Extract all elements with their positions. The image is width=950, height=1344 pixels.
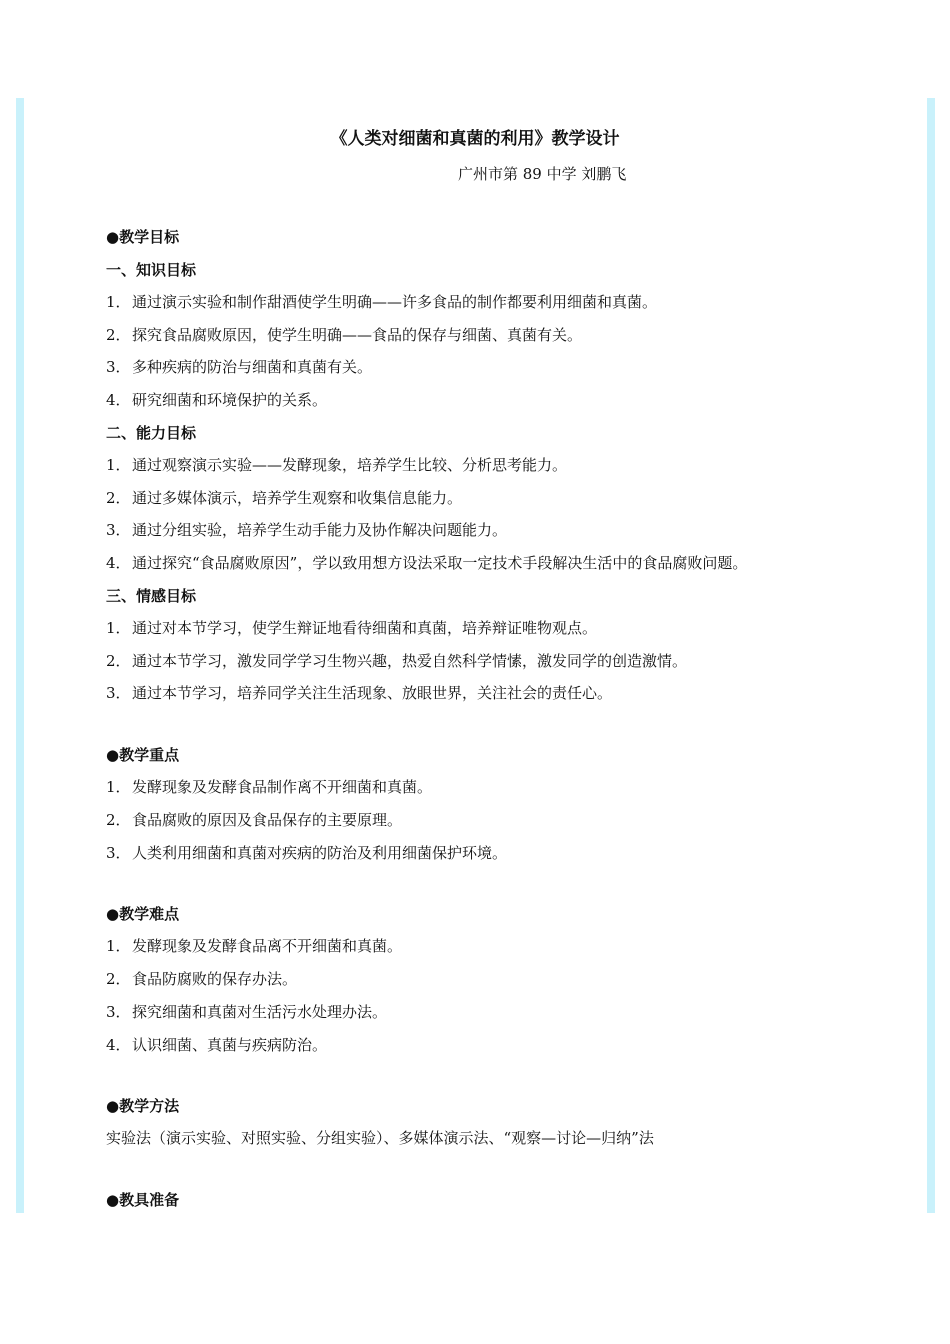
knowledge-heading: 一、知识目标 (106, 261, 197, 279)
list-item: 2．探究食品腐败原因，使学生明确——食品的保存与细菌、真菌有关。 (106, 326, 583, 344)
right-margin-rule (927, 98, 935, 1213)
list-item: 3．多种疾病的防治与细菌和真菌有关。 (106, 358, 373, 376)
difficulties-heading: ●教学难点 (106, 905, 180, 923)
list-item: 1．通过演示实验和制作甜酒使学生明确——许多食品的制作都要利用细菌和真菌。 (106, 293, 658, 311)
list-item: 1．发酵现象及发酵食品离不开细菌和真菌。 (106, 937, 403, 955)
list-item: 3．通过分组实验，培养学生动手能力及协作解决问题能力。 (106, 521, 508, 539)
author-line: 广州市第 89 中学 刘鹏飞 (458, 165, 627, 183)
list-item: 3．探究细菌和真菌对生活污水处理办法。 (106, 1003, 388, 1021)
objectives-heading: ●教学目标 (106, 228, 180, 246)
methods-text: 实验法（演示实验、对照实验、分组实验）、多媒体演示法、“观察—讨论—归纳”法 (106, 1129, 654, 1147)
list-item: 2．食品腐败的原因及食品保存的主要原理。 (106, 811, 403, 829)
key-points-heading: ●教学重点 (106, 746, 180, 764)
list-item: 2．通过多媒体演示，培养学生观察和收集信息能力。 (106, 489, 463, 507)
emotion-heading: 三、情感目标 (106, 587, 197, 605)
ability-heading: 二、能力目标 (106, 424, 197, 442)
list-item: 2．食品防腐败的保存办法。 (106, 970, 298, 988)
list-item: 4．通过探究“食品腐败原因”，学以致用想方设法采取一定技术手段解决生活中的食品腐败问题。 (106, 554, 748, 572)
materials-heading: ●教具准备 (106, 1191, 180, 1209)
left-margin-rule (16, 98, 24, 1213)
list-item: 4．认识细菌、真菌与疾病防治。 (106, 1036, 328, 1054)
document-title: 《人类对细菌和真菌的利用》教学设计 (330, 129, 620, 149)
list-item: 4．研究细菌和环境保护的关系。 (106, 391, 328, 409)
methods-heading: ●教学方法 (106, 1097, 180, 1115)
list-item: 1．通过对本节学习，使学生辩证地看待细菌和真菌，培养辩证唯物观点。 (106, 619, 598, 637)
list-item: 3．人类利用细菌和真菌对疾病的防治及利用细菌保护环境。 (106, 844, 508, 862)
list-item: 1．发酵现象及发酵食品制作离不开细菌和真菌。 (106, 778, 433, 796)
list-item: 1．通过观察演示实验——发酵现象，培养学生比较、分析思考能力。 (106, 456, 568, 474)
list-item: 3．通过本节学习，培养同学关注生活现象、放眼世界，关注社会的责任心。 (106, 684, 613, 702)
list-item: 2．通过本节学习，激发同学学习生物兴趣，热爱自然科学情愫，激发同学的创造激情。 (106, 652, 688, 670)
